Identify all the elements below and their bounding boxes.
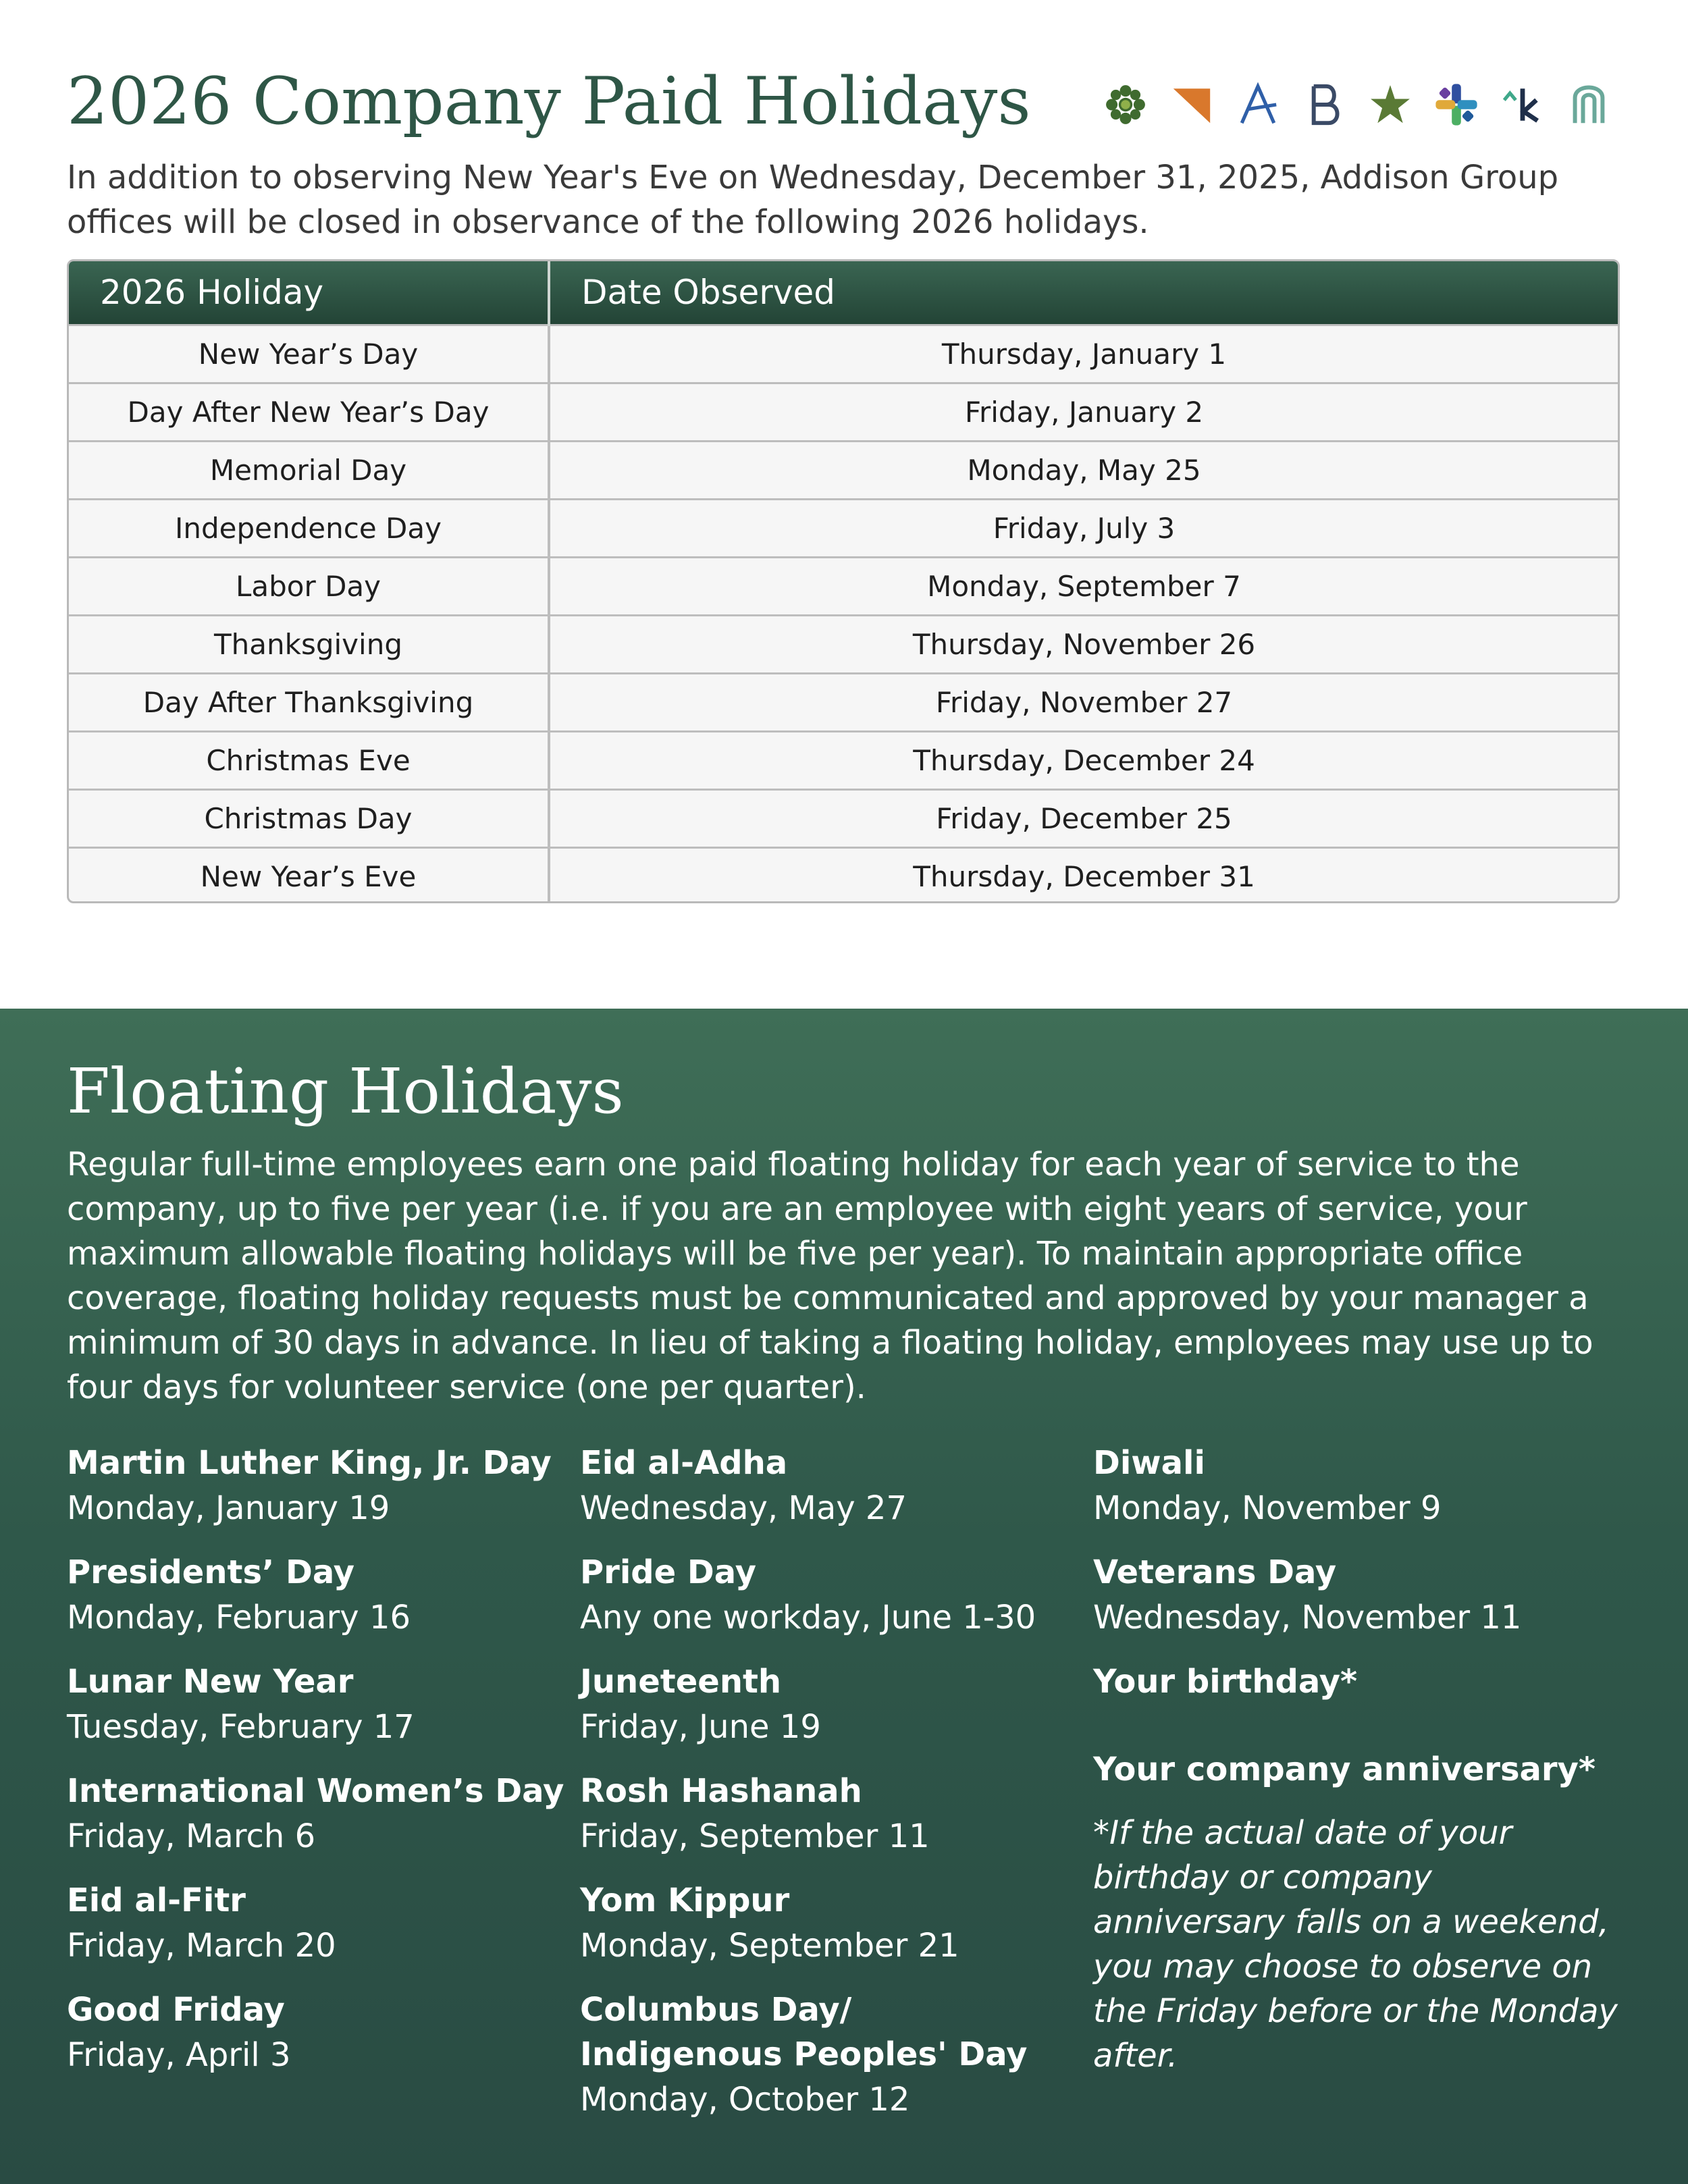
floating-holiday-item	[1093, 1659, 1593, 1704]
holiday-name: Presidents’ Day	[67, 1553, 355, 1591]
table-row	[69, 847, 1618, 903]
holiday-date-cell: Friday, July 3	[549, 499, 1618, 557]
holiday-date-cell: Thursday, November 26	[549, 615, 1618, 673]
holiday-date: Monday, September 21	[580, 1927, 959, 1965]
holiday-name-cell: Day After New Year’s Day	[69, 383, 549, 441]
green-star-icon	[1365, 80, 1415, 130]
holiday-date: Tuesday, February 17	[67, 1708, 415, 1746]
holiday-date: Friday, September 11	[580, 1817, 930, 1855]
footnote: *If the actual date of your birthday or company anniversary falls on a weekend, you may choose to observe on the Friday before or the Monday after.	[1093, 1814, 1618, 2075]
floating-holidays-section	[0, 1009, 1688, 2184]
floating-holiday-item	[67, 1550, 566, 1641]
floating-column-3	[1093, 1441, 1618, 2078]
holiday-date: Monday, February 16	[67, 1599, 411, 1636]
table-header-row	[69, 261, 1618, 325]
holiday-name: Yom Kippur	[580, 1882, 790, 1919]
column-header-date: Date Observed	[549, 261, 1618, 325]
holiday-date-cell: Friday, November 27	[549, 673, 1618, 731]
table-row	[69, 731, 1618, 789]
table-row	[69, 441, 1618, 499]
table-row	[69, 557, 1618, 615]
table-row	[69, 325, 1618, 383]
holiday-name: Eid al-Fitr	[67, 1882, 246, 1919]
floating-holiday-item	[67, 1988, 566, 2078]
holiday-date: Wednesday, May 27	[580, 1489, 907, 1527]
holiday-date: Wednesday, November 11	[1093, 1599, 1522, 1636]
holiday-date-cell: Thursday, December 31	[549, 847, 1618, 903]
floating-column-2	[580, 1441, 1080, 2141]
holiday-name: Veterans Day	[1093, 1553, 1337, 1591]
floating-holiday-item	[580, 1878, 1080, 1969]
b-letter-icon	[1299, 80, 1349, 130]
holiday-name-cell: Independence Day	[69, 499, 549, 557]
k-logo-icon	[1498, 80, 1548, 130]
page-title: 2026 Company Paid Holidays	[67, 63, 1031, 139]
holiday-name-cell: Memorial Day	[69, 441, 549, 499]
holiday-name: Pride Day	[580, 1553, 756, 1591]
green-flower-icon	[1101, 80, 1151, 130]
holiday-name: Your company anniversary*	[1093, 1751, 1595, 1788]
brand-logos	[1101, 80, 1614, 130]
paid-holidays-table	[67, 259, 1620, 903]
holiday-name-cell: New Year’s Day	[69, 325, 549, 383]
holiday-name-cell: Day After Thanksgiving	[69, 673, 549, 731]
holiday-date-cell: Thursday, December 24	[549, 731, 1618, 789]
holiday-date-cell: Friday, January 2	[549, 383, 1618, 441]
holiday-name-cell: Christmas Day	[69, 789, 549, 847]
holiday-date: Friday, March 6	[67, 1817, 316, 1855]
table-row	[69, 383, 1618, 441]
floating-holiday-item	[1093, 1747, 1593, 1792]
holiday-name: Eid al-Adha	[580, 1444, 788, 1482]
floating-holiday-item	[67, 1659, 566, 1750]
multicolor-asterisk-icon	[1431, 80, 1481, 130]
holiday-date-cell: Monday, May 25	[549, 441, 1618, 499]
holiday-name: Rosh Hashanah	[580, 1772, 862, 1810]
holiday-date: Friday, June 19	[580, 1708, 821, 1746]
floating-holiday-item	[580, 1441, 1080, 1531]
table-row	[69, 789, 1618, 847]
holiday-name-cell: Labor Day	[69, 557, 549, 615]
holiday-name: Good Friday	[67, 1991, 285, 2029]
table-row	[69, 499, 1618, 557]
floating-holiday-item	[1093, 1441, 1593, 1531]
holiday-date: Any one workday, June 1-30	[580, 1599, 1036, 1636]
holiday-date-cell: Thursday, January 1	[549, 325, 1618, 383]
holiday-name: Lunar New Year	[67, 1663, 354, 1701]
section-title: Floating Holidays	[67, 1055, 624, 1127]
holiday-date: Friday, April 3	[67, 2036, 291, 2074]
holiday-date: Monday, January 19	[67, 1489, 390, 1527]
floating-holiday-item	[67, 1878, 566, 1969]
orange-triangle-icon	[1167, 80, 1217, 130]
holiday-name: Your birthday*	[1093, 1663, 1358, 1701]
section-description: Regular full-time employees earn one paid floating holiday for each year of service to the company, up to five per year (i.e. if you are an employee with eight years of service, your maximum allowable floating holidays will be five per year). To maintain appropriate office coverage, floating holiday requests must be communicated and approved by your manager a minimum of 30 days in advance. In lieu of taking a floating holiday, employees may use up to four days for volunteer service (one per quarter).	[67, 1146, 1593, 1406]
holiday-date: Monday, October 12	[580, 2081, 910, 2119]
holiday-name-cell: New Year’s Eve	[69, 847, 549, 903]
table-row	[69, 615, 1618, 673]
holiday-name-line-1: Columbus Day/	[580, 1991, 852, 2029]
holiday-name-cell: Thanksgiving	[69, 615, 549, 673]
holiday-name: Diwali	[1093, 1444, 1205, 1482]
floating-column-1	[67, 1441, 566, 2097]
column-header-holiday: 2026 Holiday	[69, 261, 549, 325]
intro-text: In addition to observing New Year's Eve on Wednesday, December 31, 2025, Addison Group offices will be closed in observance of the following 2026 holidays.	[67, 159, 1559, 241]
floating-holiday-item	[580, 1659, 1080, 1750]
holiday-date: Monday, November 9	[1093, 1489, 1442, 1527]
floating-holiday-item	[67, 1441, 566, 1531]
teal-arch-icon	[1564, 80, 1614, 130]
floating-holiday-item	[580, 1769, 1080, 1859]
floating-holiday-item	[580, 1550, 1080, 1641]
table-row	[69, 673, 1618, 731]
holiday-name-line-2: Indigenous Peoples' Day	[580, 2035, 1028, 2073]
floating-holiday-item	[1093, 1550, 1593, 1641]
holiday-name: Martin Luther King, Jr. Day	[67, 1444, 552, 1482]
holiday-date: Friday, March 20	[67, 1927, 336, 1965]
holiday-name: Juneteenth	[580, 1663, 782, 1701]
blue-a-icon	[1233, 80, 1283, 130]
floating-holiday-item	[67, 1769, 566, 1859]
floating-holiday-item	[580, 1988, 1080, 2123]
holiday-date-cell: Friday, December 25	[549, 789, 1618, 847]
holiday-name-cell: Christmas Eve	[69, 731, 549, 789]
holiday-name: International Women’s Day	[67, 1772, 564, 1810]
holiday-date-cell: Monday, September 7	[549, 557, 1618, 615]
